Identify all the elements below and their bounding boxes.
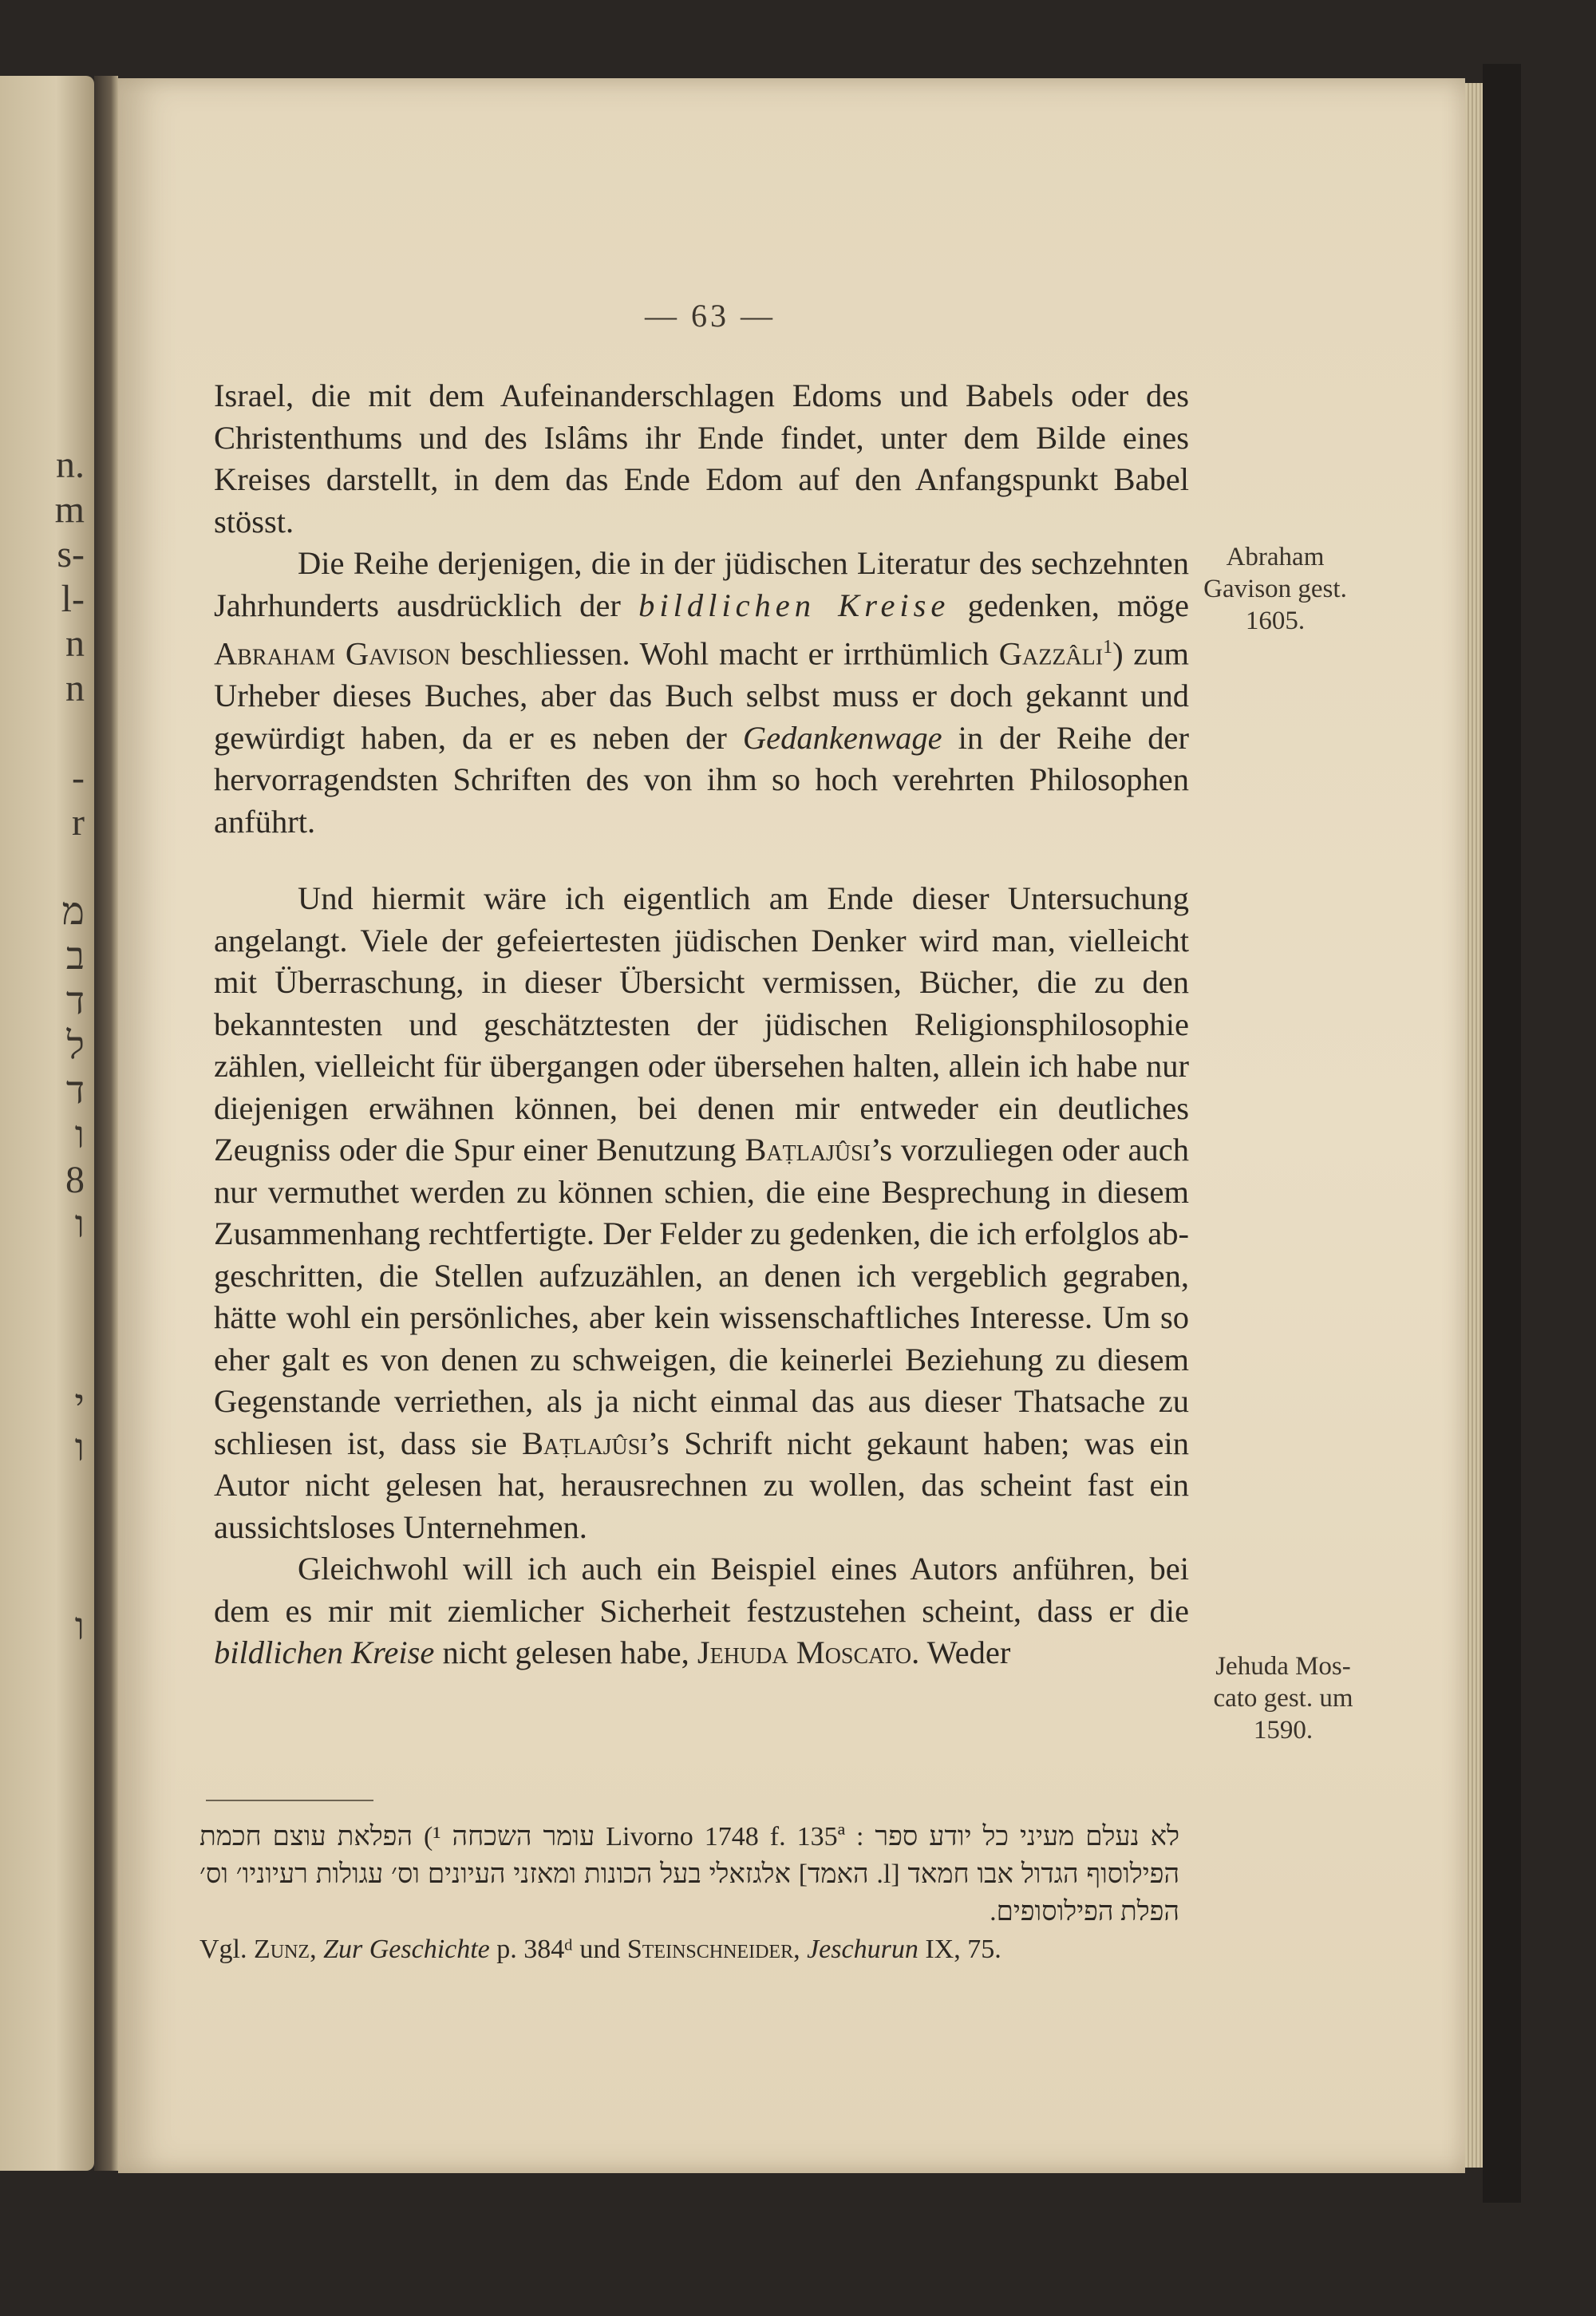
p3-text-a: Und hiermit wäre ich eigentlich am Ende dieser Untersuchung angelangt. Viele der gefeiertesten jüdischen Denker wird man, vielleicht mit Überraschung, in dieser Übersicht vermissen, Bücher, die zu den bekanntesten und geschätztesten der jüdischen Religionsphilosophie zählen, vielleicht für übergangen oder übersehen halten, allein ich habe nur diejenigen erwähnen können, bei denen mir entweder ein deutliches Zeugniss oder die Spur einer Benutzung — [214, 880, 1189, 1168]
p4-name-moscato: Jehuda Moscato — [697, 1634, 912, 1670]
footnote-jeschurun-ref: IX, 75. — [918, 1935, 1001, 1964]
paragraph-4 — [214, 1548, 1189, 1674]
p4-italic-title: bildlichen Kreise — [214, 1634, 435, 1670]
left-page-margin-text: n. m s- l- n n - r מ ב ד ל ד ו 8 ו י ו ו — [54, 444, 85, 1648]
footnote — [200, 1818, 1179, 1968]
p2-name-gavison: Abraham Gavison — [214, 635, 451, 672]
p3-name-batlajusi-2: Baṭlajûsi — [521, 1425, 648, 1461]
p2-text-c: beschliessen. Wohl macht er irrthümlich — [450, 635, 999, 672]
footnote-hebrew: לא נעלם מעיני כל יודע ספר : Livorno 1748 f. 135ª עומר השכחה ¹) הפלאת עוצם חכמת הפילוסוף הגדול אבו חמאד [l. האמד] אלגזאלי בעל הכונות ומאזני העיונים וס׳ עגולות רעיוניו׳ וס׳ הפלת הפילוסופים. — [200, 1822, 1180, 1927]
p3-name-batlajusi-1: Baṭlajûsi — [745, 1132, 871, 1168]
footnote-author-zunz: Zunz — [254, 1935, 310, 1964]
paragraph-1-text: Israel, die mit dem Aufeinanderschlagen Edoms und Babels oder des Christenthums und des Islâms ihr Ende findet, unter dem Bilde eines Kreises darstellt, in dem das Ende Edom auf den Anfangspunkt Babel stösst. — [214, 377, 1189, 539]
cover-edge — [1483, 64, 1521, 2203]
text-lower — [214, 878, 1189, 1674]
footnote-page-ref: p. 384ᵈ und — [489, 1935, 627, 1964]
margin-note-moscato: Jehuda Moscato gest. um 1590. — [1213, 1652, 1353, 1745]
paragraph-1 — [214, 375, 1189, 543]
p2-italic-title: Gedankenwage — [742, 719, 942, 756]
p2-name-gazzali: Gazzâli — [998, 635, 1104, 672]
page-block-edge — [1465, 83, 1483, 2168]
p4-text-c: . Weder — [911, 1634, 1011, 1670]
p2-text-e: in der Reihe der hervorragendsten Schriften des von ihm so hoch verehrten Philosophen anführt. — [214, 719, 1189, 840]
footnote-author-steinschneider: Steinschneider — [626, 1935, 794, 1964]
book-gutter — [94, 76, 118, 2171]
left-page-edge — [0, 76, 94, 2171]
text-upper — [214, 375, 1189, 843]
paragraph-3 — [214, 878, 1189, 1548]
p2-text-b: gedenken, möge — [950, 587, 1190, 623]
footnote-ref: 1 — [1103, 637, 1113, 658]
page-number: — 63 — — [645, 298, 776, 334]
paragraph-2 — [214, 543, 1189, 843]
footnote-reference: Vgl. Zunz, Zur Geschichte p. 384ᵈ und Steinschneider, Jeschurun IX, 75. — [200, 1935, 1001, 1964]
footnote-vgl: Vgl. — [200, 1935, 254, 1964]
p3-text-c: ’s Schrift nicht gekaunt haben; was ein Autor nicht gelesen hat, herausrechnen zu wollen, das scheint fast ein aussichtsloses Unternehmen. — [214, 1425, 1189, 1545]
p2-text-d: ) zum Urheber dieses Buches, aber das Buch selbst muss er doch gekannt und gewürdigt haben, da er es neben der — [214, 635, 1190, 756]
footnote-rule — [206, 1800, 373, 1801]
p2-text-a: Die Reihe derjenigen, die in der jüdischen Literatur des sechzehnten Jahrhunderts ausdrücklich der — [214, 545, 1189, 623]
margin-note-gavison: Abraham Gavison gest. 1605. — [1203, 543, 1347, 635]
p4-text-b: nicht gelesen habe, — [434, 1634, 697, 1670]
p3-text-b: ’s vorzuliegen oder auch nur vermuthet werden zu können schien, die eine Besprechung in diesem Zusammenhang rechtfertigte. Der Felder zu gedenken, die ich erfolglos abgeschritten, die Stellen aufzuzählen, an denen ich vergeblich gegraben, hätte wohl ein persönliches, aber kein wissenschaftliches Interesse. Um so eher galt es von denen zu schweigen, die keinerlei Beziehung zu diesem Gegenstande verriethen, als ja nicht einmal das aus dieser Thatsache zu schliesen ist, dass sie — [214, 1132, 1189, 1461]
p2-spaced-title: bildlichen Kreise — [638, 587, 950, 623]
p4-text-a: Gleichwohl will ich auch ein Beispiel eines Autors anführen, bei dem es mir mit ziemlicher Sicherheit festzustehen scheint, dass er die — [214, 1551, 1189, 1629]
footnote-title-zunz: Zur Geschichte — [323, 1935, 490, 1964]
footnote-title-jeschurun: Jeschurun — [807, 1935, 918, 1964]
